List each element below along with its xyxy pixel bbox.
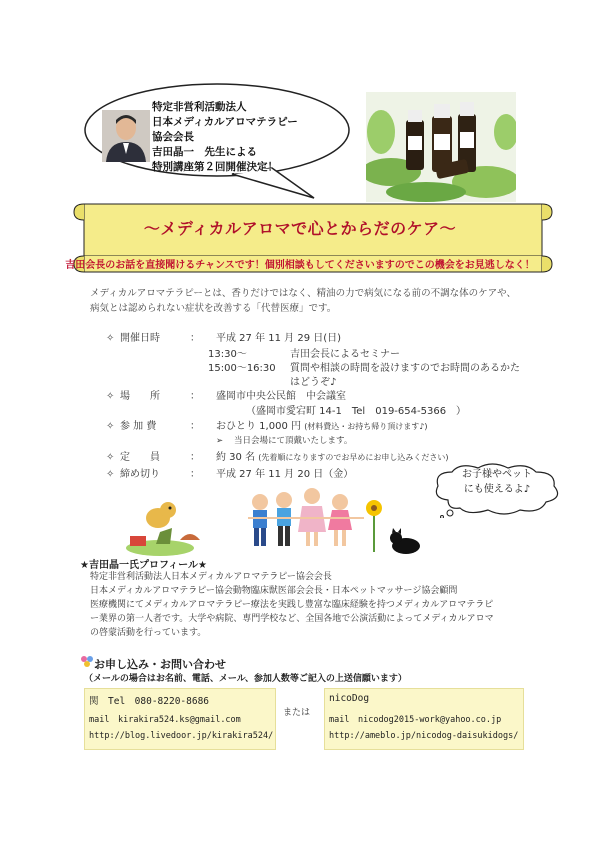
fee-note: (材料費込・お持ち帰り頂けます♪) [304, 422, 428, 431]
colon: ： [190, 391, 200, 402]
bubble-line: 特別講座第２回開催決定！ [152, 161, 278, 173]
profile-line: の啓蒙活動を行っています。 [90, 628, 207, 638]
profile-line: 特定非営利活動法人日本メディカルアロマテラピー協会会長 [90, 572, 332, 582]
colon: ： [190, 469, 200, 480]
intro-line: 病気とは認められない症状を改善する「代替医療」です。 [90, 303, 337, 314]
bubble-line: 特定非営利活動法人 [152, 101, 247, 113]
contact-blog-link[interactable]: http://ameblo.jp/nicodog-daisukidogs/ [329, 731, 519, 741]
capacity-note: (先着順になりますのでお早めにお申し込みください) [258, 453, 449, 462]
profile-line: 日本メディカルアロマテラピー協会動物臨床獣医部会会長・日本ペットマッサージ協会顧問 [90, 586, 458, 596]
bubble-line: 協会会長 [152, 131, 194, 143]
page-subtitle: 吉田会長のお話を直接聞けるチャンスです！個別相談もしてくださいますのでこの機会をお見逃しなく！ [65, 260, 535, 271]
contact-title: お申し込み・お問い合わせ [94, 658, 226, 671]
contact-box-seki [84, 688, 276, 750]
schedule-text-cont: はどうぞ♪ [290, 377, 337, 388]
fee-value [216, 419, 428, 434]
profile-line: 医療機関にてメディカルアロマテラピー療法を実践し豊富な臨床経験を持つメディカルアロマテラピ [90, 600, 494, 610]
bubble-line: 吉田晶一 先生による [152, 146, 257, 158]
fee-amount: おひとり 1,000 円 [216, 421, 301, 432]
bullet-icon: ✧ [106, 452, 115, 463]
bullet-icon: ✧ [106, 421, 115, 432]
bubble-text [152, 100, 298, 175]
capacity-number: 約 30 名 [216, 452, 256, 463]
page-title: ～メディカルアロマで心とからだのケア～ [143, 219, 457, 238]
bullet-icon: ✧ [106, 333, 115, 344]
fee-label: 参 加 費 [120, 421, 157, 432]
date-label: 開催日時 [120, 333, 160, 344]
contact-org-name: nicoDog [329, 693, 370, 704]
bullet-icon: ✧ [106, 469, 115, 480]
intro-text [90, 286, 540, 316]
intro-line: メディカルアロマテラピーとは、香りだけではなく、精油の力で病気になる前の不調な体のケアや、 [90, 288, 516, 299]
arrow-icon: ➢ [216, 436, 224, 446]
children-and-pets-illustration [120, 488, 420, 560]
bubble-line: 日本メディカルアロマテラピー [152, 116, 298, 128]
deadline-label: 締め切り [120, 469, 160, 480]
contact-email-link[interactable]: mail kirakira524.ks@gmail.com [89, 715, 241, 725]
cloud-line: お子様やペット [462, 469, 532, 480]
date-value: 平成 27 年 11 月 29 日(日) [216, 333, 342, 344]
fee-sub-note: 当日会場にて頂戴いたします。 [234, 436, 353, 446]
contact-box-nicodog [324, 688, 524, 750]
contact-instructions: （メールの場合はお名前、電話、メール、参加人数等ご記入の上送信願います） [84, 674, 407, 684]
cloud-text [428, 467, 566, 497]
or-text: または [283, 708, 311, 718]
capacity-value [216, 450, 449, 465]
contact-blog-link[interactable]: http://blog.livedoor.jp/kirakira524/ [89, 731, 274, 741]
flower-icon [80, 654, 94, 668]
profile-text [90, 570, 550, 640]
place-label: 場 所 [120, 391, 160, 402]
colon: ： [190, 421, 200, 432]
deadline-value: 平成 27 年 11 月 20 日（金） [216, 469, 354, 480]
colon: ： [190, 452, 200, 463]
schedule-time: 13:30～ [208, 349, 247, 360]
schedule-text: 吉田会長によるセミナー [290, 349, 400, 360]
place-address: （盛岡市愛宕町 14-1 Tel 019-654-5366 ） [246, 406, 467, 417]
cloud-line: にも使えるよ♪ [463, 484, 531, 495]
place-value: 盛岡市中央公民館 中会議室 [216, 391, 346, 402]
essential-oil-bottles-image [366, 92, 516, 202]
profile-title: ★吉田晶一氏プロフィール★ [80, 560, 207, 571]
colon: ： [190, 333, 200, 344]
schedule-text: 質問や相談の時間を設けますのでお時間のあるかた [290, 363, 520, 374]
capacity-label: 定 員 [120, 452, 160, 463]
schedule-time: 15:00～16:30 [208, 363, 276, 374]
profile-line: ー業界の第一人者です。大学や病院、専門学校など、全国各地で公演活動によってメディカルアロマ [90, 614, 494, 624]
contact-phone: 関 Tel 080-8220-8686 [89, 696, 210, 707]
portrait-photo [102, 110, 150, 162]
bullet-icon: ✧ [106, 391, 115, 402]
contact-email-link[interactable]: mail nicodog2015-work@yahoo.co.jp [329, 715, 502, 725]
